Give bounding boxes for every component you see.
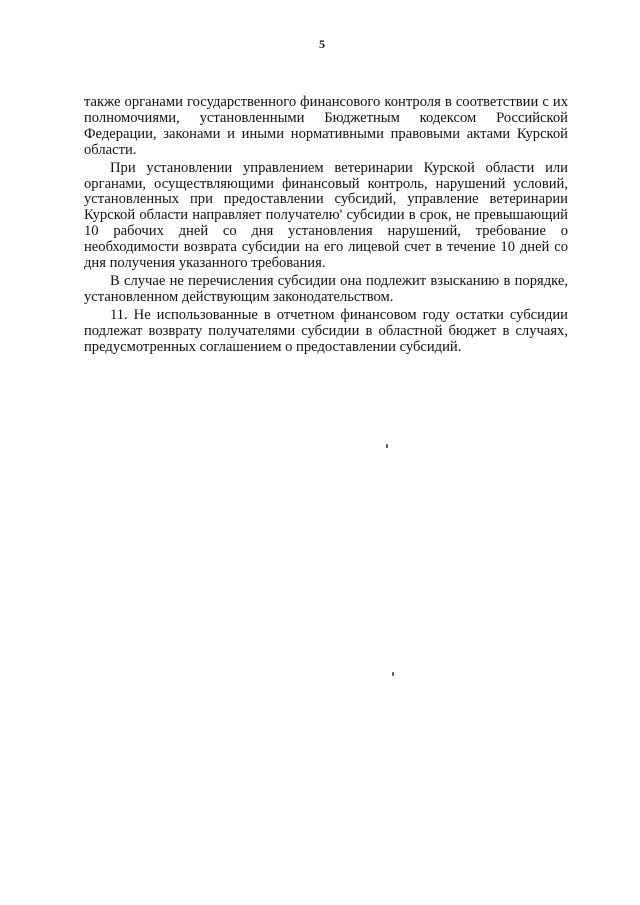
paragraph-recovery: В случае не перечисления субсидии она подлежит взысканию в порядке, установленном действующим законодательством.: [84, 272, 568, 305]
scan-speck: [392, 672, 394, 676]
document-body: [84, 95, 568, 358]
page-number: 5: [319, 37, 325, 51]
paragraph-item-11: 11. Не использованные в отчетном финансовом году остатки субсидии подлежат возврату получателями субсидии в областной бюджет в случаях, предусмотренных соглашением о предоставлении субсидий.: [84, 306, 568, 355]
paragraph-continuation: также органами государственного финансового контроля в соответствии с их полномочиями, установленными Бюджетным кодексом Российской Федерации, законами и иными нормативными правовыми актами Курской области.: [84, 94, 568, 158]
scan-speck: [386, 444, 388, 448]
paragraph-violation-notice: При установлении управлением ветеринарии Курской области или органами, осуществляющими финансовый контроль, нарушений условий, установленных при предоставлении субсидий, управление ветеринарии Курской области направляет получателю' субсидии в срок, не превышающий 10 рабочих дней со дня установления нарушений, требование о необходимости возврата субсидии на его лицевой счет в течение 10 дней со дня получения указанного требования.: [84, 159, 568, 272]
